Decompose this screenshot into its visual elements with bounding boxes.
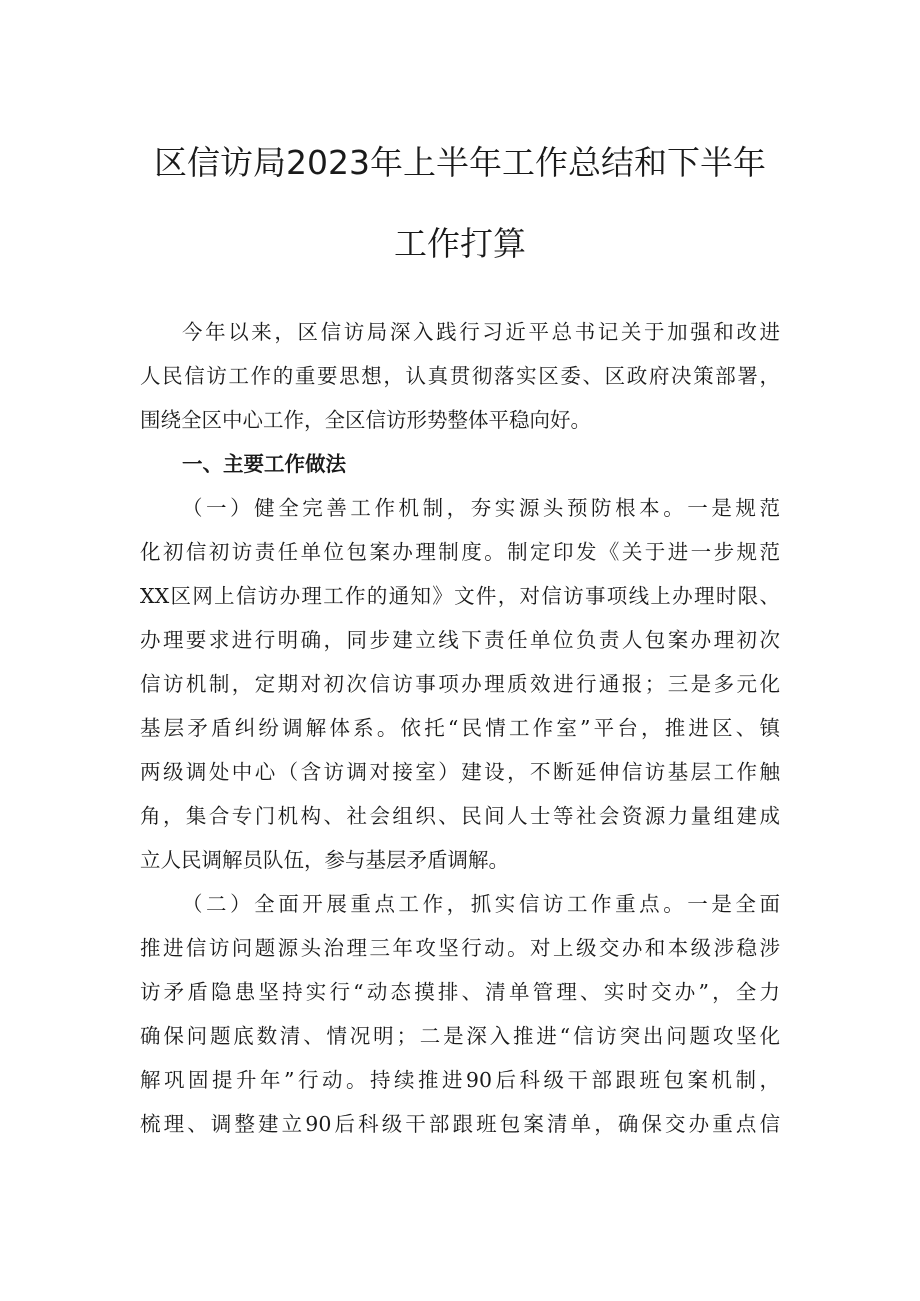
paragraph-line: 信访机制，定期对初次信访事项办理质效进行通报；三是多元化 xyxy=(140,672,780,696)
paragraph-line: 办理要求进行明确，同步建立线下责任单位负责人包案办理初次 xyxy=(140,628,780,652)
paragraph-line: 立人民调解员队伍，参与基层矛盾调解。 xyxy=(140,848,509,872)
document-title-line-1: 区信访局2023年上半年工作总结和下半年 xyxy=(154,143,766,182)
paragraph-line: 基层矛盾纠纷调解体系。依托“民情工作室”平台，推进区、镇 xyxy=(140,716,780,740)
paragraph-line: 人民信访工作的重要思想，认真贯彻落实区委、区政府决策部署， xyxy=(140,364,780,388)
document-title-line-2: 工作打算 xyxy=(394,224,526,263)
paragraph-line: 推进信访问题源头治理三年攻坚行动。对上级交办和本级涉稳涉 xyxy=(140,936,780,960)
paragraph-line: 围绕全区中心工作，全区信访形势整体平稳向好。 xyxy=(140,408,591,432)
paragraph-line: （一）健全完善工作机制，夯实源头预防根本。一是规范 xyxy=(182,496,780,520)
paragraph-line: 解巩固提升年”行动。持续推进90后科级干部跟班包案机制， xyxy=(140,1068,780,1092)
paragraph-line: 今年以来，区信访局深入践行习近平总书记关于加强和改进 xyxy=(182,320,780,344)
paragraph-line: 确保问题底数清、情况明；二是深入推进“信访突出问题攻坚化 xyxy=(140,1024,780,1048)
paragraph-line: 两级调处中心（含访调对接室）建设，不断延伸信访基层工作触 xyxy=(140,760,780,784)
paragraph-line: 梳理、调整建立90后科级干部跟班包案清单，确保交办重点信 xyxy=(140,1112,780,1136)
paragraph-line: （二）全面开展重点工作，抓实信访工作重点。一是全面 xyxy=(182,892,780,916)
paragraph-line: XX区网上信访办理工作的通知》文件，对信访事项线上办理时限、 xyxy=(140,584,780,608)
paragraph-line: 角，集合专门机构、社会组织、民间人士等社会资源力量组建成 xyxy=(140,804,780,828)
section-heading: 一、主要工作做法 xyxy=(182,452,346,476)
paragraph-line: 访矛盾隐患坚持实行“动态摸排、清单管理、实时交办”，全力 xyxy=(140,980,780,1004)
paragraph-line: 化初信初访责任单位包案办理制度。制定印发《关于进一步规范 xyxy=(140,540,780,564)
